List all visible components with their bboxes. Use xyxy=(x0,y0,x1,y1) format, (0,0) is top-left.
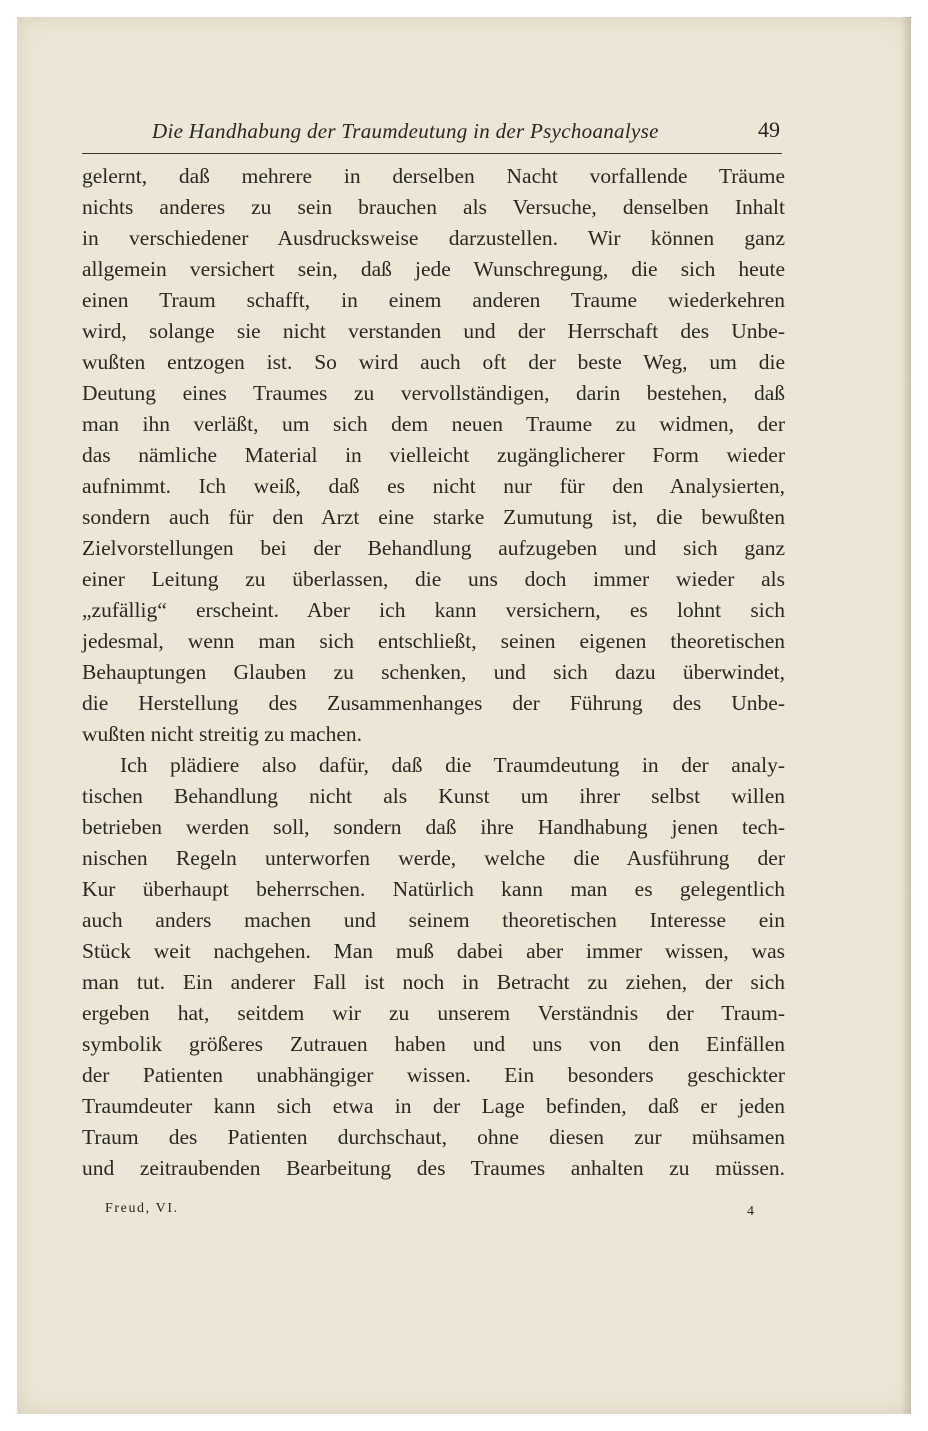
text-line: wußten entzogen ist. So wird auch oft der beste Weg, um die xyxy=(82,350,785,374)
text-line: und zeitraubenden Bearbeitung des Traumes anhalten zu müssen. xyxy=(82,1156,785,1180)
text-line: aufnimmt. Ich weiß, daß es nicht nur für den Analysierten, xyxy=(82,474,785,498)
scanned-page xyxy=(17,17,911,1414)
paragraph-start-line: Ich plädiere also dafür, daß die Traumdeutung in der analy- xyxy=(120,753,785,777)
text-line: allgemein versichert sein, daß jede Wunschregung, die sich heute xyxy=(82,257,785,281)
text-line: Traum des Patienten durchschaut, ohne diesen zur mühsamen xyxy=(82,1125,785,1149)
text-line: man ihn verläßt, um sich dem neuen Traume zu widmen, der xyxy=(82,412,785,436)
signature-mark: Freud, VI. xyxy=(105,1201,179,1216)
text-line: jedesmal, wenn man sich entschließt, seinen eigenen theoretischen xyxy=(82,629,785,653)
text-line: nichts anderes zu sein brauchen als Versuche, denselben Inhalt xyxy=(82,195,785,219)
page-edge-shadow xyxy=(901,17,911,1414)
text-line: man tut. Ein anderer Fall ist noch in Betracht zu ziehen, der sich xyxy=(82,970,785,994)
text-line: gelernt, daß mehrere in derselben Nacht vorfallende Träume xyxy=(82,164,785,188)
page-number: 49 xyxy=(758,117,780,142)
text-line: einen Traum schafft, in einem anderen Traume wiederkehren xyxy=(82,288,785,312)
running-header xyxy=(82,117,782,154)
text-line: Traumdeuter kann sich etwa in der Lage befinden, daß er jeden xyxy=(82,1094,785,1118)
text-line: wird, solange sie nicht verstanden und der Herrschaft des Unbe- xyxy=(82,319,785,343)
sheet-number: 4 xyxy=(747,1204,754,1219)
text-line: betrieben werden soll, sondern daß ihre Handhabung jenen tech- xyxy=(82,815,785,839)
text-line: auch anders machen und seinem theoretischen Interesse ein xyxy=(82,908,785,932)
text-line: einer Leitung zu überlassen, die uns doch immer wieder als xyxy=(82,567,785,591)
text-line: der Patienten unabhängiger wissen. Ein besonders geschickter xyxy=(82,1063,785,1087)
body-text xyxy=(82,161,785,1184)
text-line: symbolik größeres Zutrauen haben und uns von den Einfällen xyxy=(82,1032,785,1056)
text-line: die Herstellung des Zusammenhanges der Führung des Unbe- xyxy=(82,691,785,715)
running-title: Die Handhabung der Traumdeutung in der Psychoanalyse xyxy=(152,119,659,143)
text-line: „zufällig“ erscheint. Aber ich kann versichern, es lohnt sich xyxy=(82,598,785,622)
paragraph-end-line: wußten nicht streitig zu machen. xyxy=(82,722,363,746)
text-line: in verschiedener Ausdrucksweise darzustellen. Wir können ganz xyxy=(82,226,785,250)
text-line: tischen Behandlung nicht als Kunst um ihrer selbst willen xyxy=(82,784,785,808)
text-line: sondern auch für den Arzt eine starke Zumutung ist, die bewußten xyxy=(82,505,785,529)
text-line: Zielvorstellungen bei der Behandlung aufzugeben und sich ganz xyxy=(82,536,785,560)
text-line: Kur überhaupt beherrschen. Natürlich kann man es gelegentlich xyxy=(82,877,785,901)
text-line: Deutung eines Traumes zu vervollständigen, darin bestehen, daß xyxy=(82,381,785,405)
text-line: das nämliche Material in vielleicht zugänglicherer Form wieder xyxy=(82,443,785,467)
text-line: Behauptungen Glauben zu schenken, und sich dazu überwindet, xyxy=(82,660,785,684)
text-line: ergeben hat, seitdem wir zu unserem Verständnis der Traum- xyxy=(82,1001,785,1025)
text-line: nischen Regeln unterworfen werde, welche die Ausführung der xyxy=(82,846,785,870)
text-line: Stück weit nachgehen. Man muß dabei aber immer wissen, was xyxy=(82,939,785,963)
